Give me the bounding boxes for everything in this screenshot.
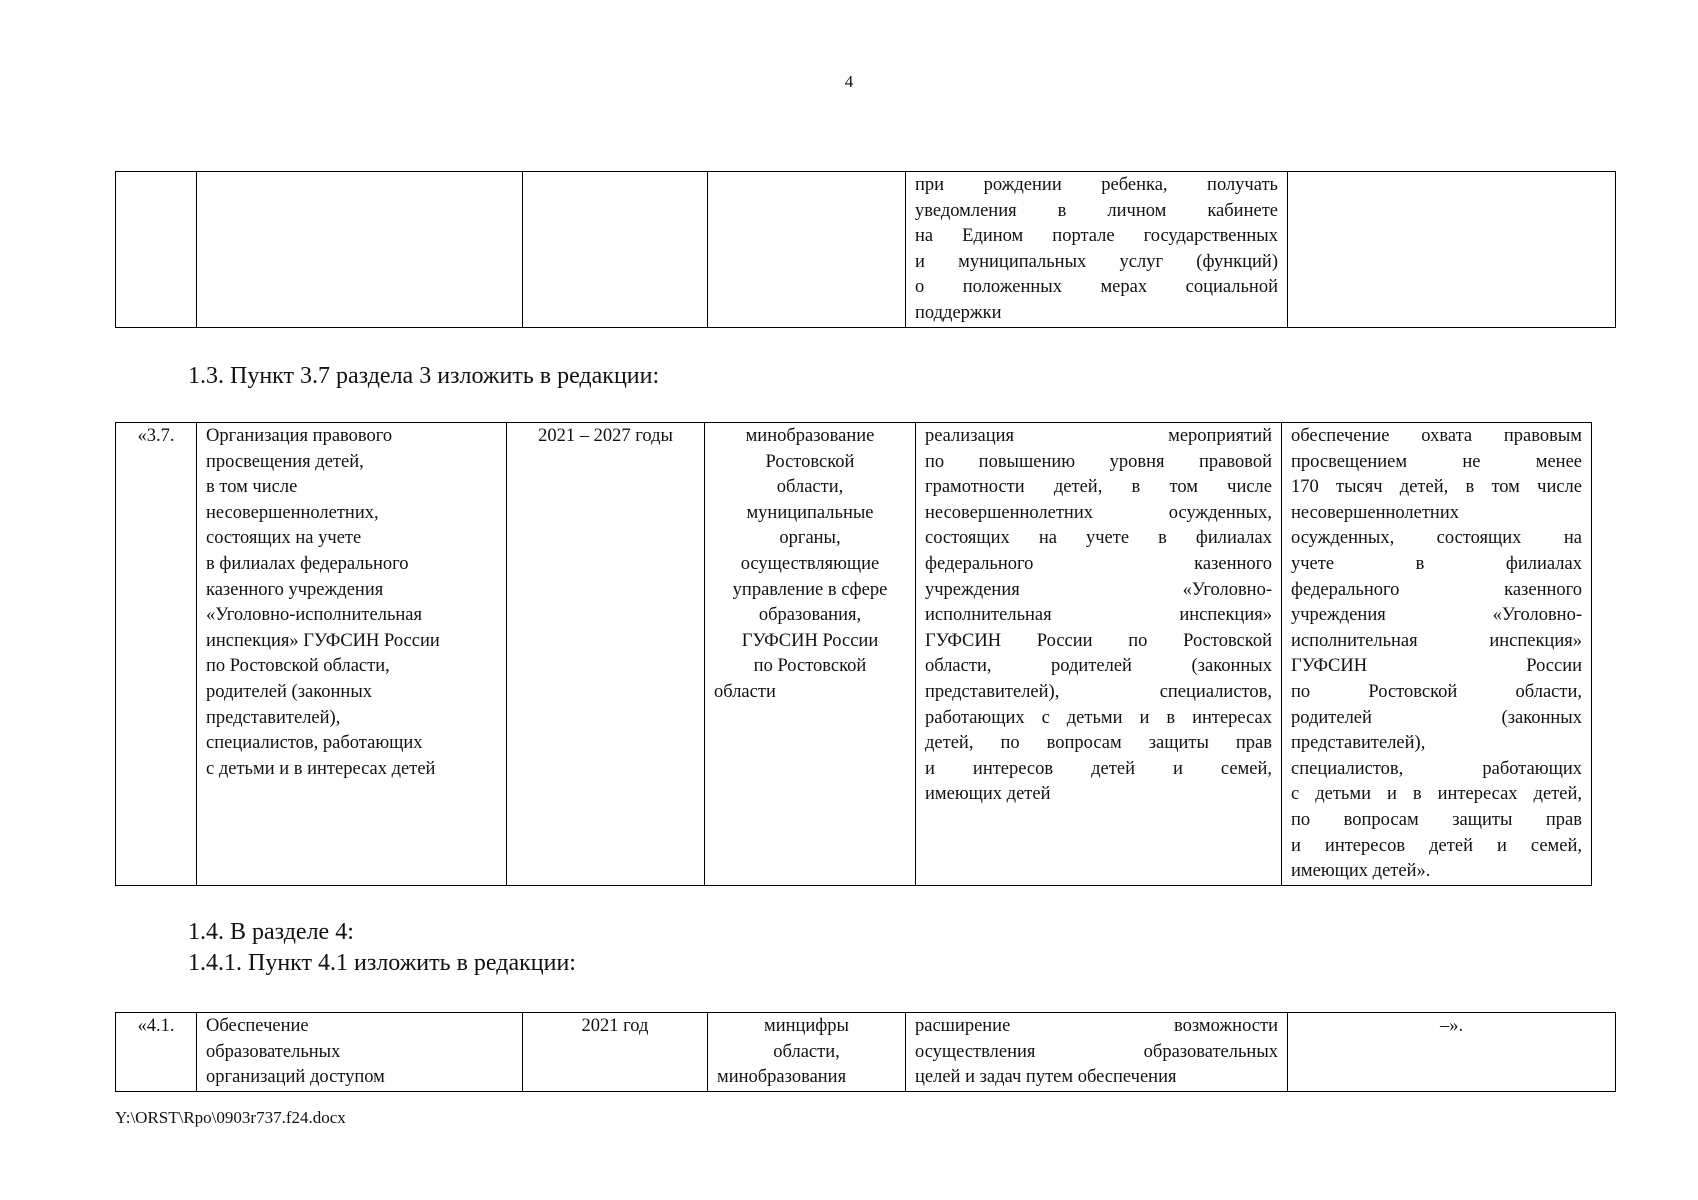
text-line: осуществления образовательных (915, 1041, 1278, 1062)
text-line: управление в сфере (732, 579, 888, 600)
text-line: по вопросам защиты прав (1291, 809, 1582, 830)
text-line: федерального казенного (1291, 579, 1582, 600)
text-line: органы, (779, 528, 841, 549)
text-line: работающих с детьми и в интересах (925, 707, 1272, 728)
heading-1-4: 1.4. В разделе 4: (188, 919, 354, 945)
page-number: 4 (844, 72, 854, 91)
text-line: и муниципальных услуг (функций) (915, 251, 1278, 272)
text-line: минцифры (764, 1016, 849, 1036)
text-line: поддержки (915, 302, 1002, 323)
text-line: имеющих детей». (1291, 861, 1431, 882)
item-result (916, 423, 1282, 886)
text-line: инспекция» ГУФСИН России (206, 630, 440, 651)
text-line: грамотности детей, в том числе (925, 477, 1272, 498)
text-line: специалистов, работающих (1291, 758, 1582, 779)
text-line: ГУФСИН России (741, 630, 879, 651)
text-line: представителей), (1291, 733, 1426, 754)
text-line: осуществляющие (740, 553, 880, 574)
text-line: несовершеннолетних осужденных, (925, 502, 1272, 523)
text-line: реализация мероприятий (925, 426, 1272, 446)
text-line: уведомления в личном кабинете (915, 200, 1278, 221)
text-line: 170 тысяч детей, в том числе (1291, 477, 1582, 498)
item-number: «3.7. (116, 423, 197, 886)
text-line: родителей (законных (206, 681, 373, 702)
text-line: минобразование (745, 426, 875, 446)
cell-result (906, 172, 1288, 328)
text-line: организаций доступом (206, 1067, 385, 1088)
text-line: области, (776, 477, 844, 498)
table-4-1 (115, 1012, 1616, 1092)
cell-name (197, 172, 523, 328)
item-number: «4.1. (116, 1013, 197, 1092)
text-line: родителей (законных (1291, 707, 1582, 728)
text-line: Ростовской (765, 451, 855, 472)
file-path-footer: Y:\ORST\Rpo\0903r737.f24.docx (115, 1108, 346, 1127)
text-line: в том числе (206, 477, 298, 498)
text-line: и интересов детей и семей, (925, 758, 1272, 779)
text-line: в филиалах федерального (206, 553, 409, 574)
item-executor (708, 1013, 906, 1092)
text-line: федерального казенного (925, 553, 1272, 574)
text-line: с детьми и в интересах детей (206, 758, 436, 779)
text-line: минобразования (717, 1067, 847, 1088)
text-line: «Уголовно-исполнительная (206, 605, 423, 626)
text-line: области, (773, 1041, 840, 1062)
text-line: муниципальные (746, 502, 874, 523)
text-line: и интересов детей и семей, (1291, 835, 1582, 856)
item-name (197, 1013, 523, 1092)
text-line: Обеспечение (206, 1016, 309, 1036)
cell-num (116, 172, 197, 328)
text-line: учреждения «Уголовно- (1291, 605, 1582, 626)
text-line: состоящих на учете (206, 528, 362, 549)
text-line: по Ростовской (753, 656, 867, 677)
text-line: несовершеннолетних (1291, 502, 1459, 523)
text-line: специалистов, работающих (206, 733, 423, 754)
text-line: учреждения «Уголовно- (925, 579, 1272, 600)
item-result (906, 1013, 1288, 1092)
cell-executor (708, 172, 906, 328)
text-line: области, родителей (законных (925, 656, 1272, 677)
text-line: ГУФСИН России (1291, 656, 1582, 677)
text-line: по Ростовской области, (1291, 681, 1582, 702)
text-line: просвещением не менее (1291, 451, 1582, 472)
cell-period (523, 172, 708, 328)
text-line: исполнительная инспекция» (1291, 630, 1582, 651)
text-line: о положенных мерах социальной (915, 277, 1278, 298)
text-line: казенного учреждения (206, 579, 384, 600)
text-line: образовательных (206, 1041, 341, 1062)
text-line: представителей), специалистов, (925, 681, 1272, 702)
text-line: целей и задач путем обеспечения (915, 1067, 1177, 1088)
text-line: области (714, 681, 776, 702)
item-executor (705, 423, 916, 886)
text-line: по Ростовской области, (206, 656, 390, 677)
text-line: с детьми и в интересах детей, (1291, 784, 1582, 805)
text-line: Организация правового (206, 426, 393, 446)
text-line: при рождении ребенка, получать (915, 175, 1278, 195)
item-period: 2021 – 2027 годы (507, 423, 705, 886)
cell-indicator (1288, 172, 1616, 328)
text-line: просвещения детей, (206, 451, 364, 472)
text-line: на Едином портале государственных (915, 226, 1278, 247)
text-line: обеспечение охвата правовым (1291, 426, 1582, 446)
item-period: 2021 год (523, 1013, 708, 1092)
item-indicator (1282, 423, 1592, 886)
heading-1-4-1: 1.4.1. Пункт 4.1 изложить в редакции: (188, 950, 576, 976)
text-line: имеющих детей (925, 784, 1051, 805)
text-line: расширение возможности (915, 1016, 1278, 1036)
text-line: образования, (758, 605, 862, 626)
text-line: ГУФСИН России по Ростовской (925, 630, 1272, 651)
heading-1-3: 1.3. Пункт 3.7 раздела 3 изложить в редакции: (188, 363, 660, 389)
text-line: представителей), (206, 707, 341, 728)
table-3-7 (115, 422, 1592, 886)
item-indicator: –». (1288, 1013, 1616, 1092)
text-line: детей, по вопросам защиты прав (925, 733, 1272, 754)
text-line: осужденных, состоящих на (1291, 528, 1582, 549)
item-name (197, 423, 507, 886)
table-continuation (115, 171, 1616, 328)
text-line: исполнительная инспекция» (925, 605, 1272, 626)
text-line: по повышению уровня правовой (925, 451, 1272, 472)
text-line: учете в филиалах (1291, 553, 1582, 574)
text-line: состоящих на учете в филиалах (925, 528, 1272, 549)
text-line: несовершеннолетних, (206, 502, 379, 523)
